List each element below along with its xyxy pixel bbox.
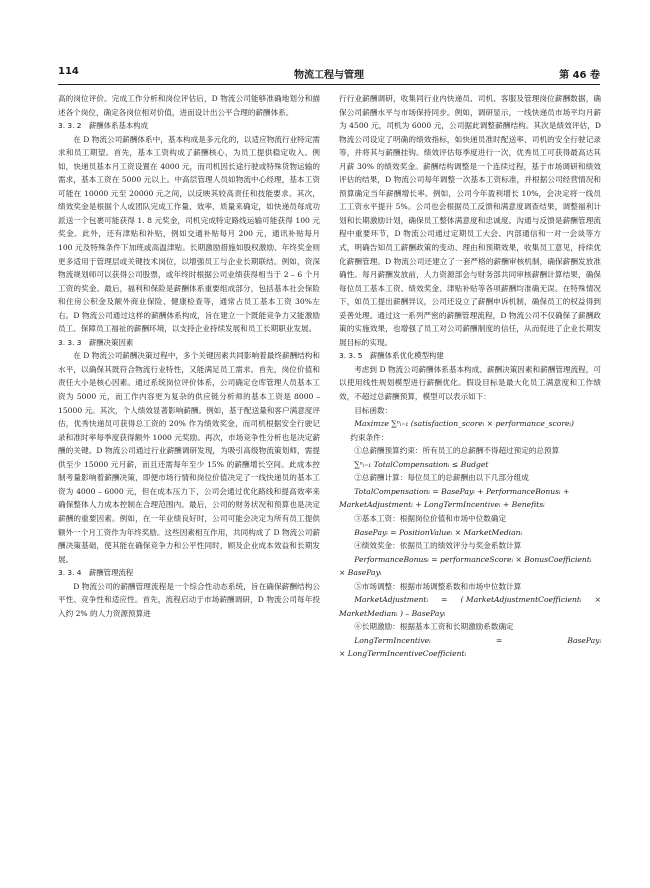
constraint-text: ④绩效奖金：依据员工的绩效评分与奖金系数计算 xyxy=(354,541,522,551)
constraint-formula: BasePayᵢ = PositionValueᵢ × MarketMedianᵢ xyxy=(354,527,523,537)
objective-label: 目标函数： xyxy=(354,405,393,415)
constraint-formula-row xyxy=(339,634,601,648)
constraint-formula: MarketMedianᵢ ) – BasePayᵢ xyxy=(339,608,446,618)
paragraph: D 物流公司的薪酬管理流程是一个综合性动态系统，旨在确保薪酬结构公平性、竞争性和适应性。首先，流程启动于市场薪酬调研，D 物流公司每年投入约 2% 的人力资源预算进 xyxy=(58,581,320,618)
formula-part: = xyxy=(441,595,448,605)
constraint-formula-row xyxy=(339,593,601,607)
constraint-text: ①总薪酬预算约束：所有员工的总薪酬不得超过预定的总预算 xyxy=(354,446,560,456)
right-column xyxy=(339,92,601,661)
constraint-text: ⑤市场调整：根据市场调整系数和市场中位数计算 xyxy=(354,581,522,591)
paragraph: 在 D 物流公司薪酬体系中，基本构成是多元化的，以适应物流行业特定需求和员工期望。首先，基本工资构成了薪酬核心，为员工提供稳定收入。例如，快递员基本月工资设置在 4000 元，而司机因长途行驶或特殊货物运输的需求，基本工资在 5000 元以上。中高层管理人员如物流中心经理，基本工资可能在 10000 元至 20000 元之间，以反映其较高责任和技能要求。其次，绩效奖金是根据个人或团队完成工作量、效率、质量来确定，如快递员每成功派送一个包裹可能获得 1. 8 元奖金，司机完成特定路线运输可能获得 100 元奖金。此外，还有津贴和补贴，例如交通补贴每月 200 元，通讯补贴每月 100 元及特殊条件下加班或高温津贴。长期激励措施如股权激励、年终奖金则更多适用于管理层或关键技术岗位，以增强员工与企业长期联结。例如，资深物流规划师可以获得公司股票，或年终时根据公司业绩获得相当于 2 – 6 个月工资的奖金。最后，福利和保险是薪酬体系重要组成部分，包括基本社会保险和住房公积金及额外商业保险、健康检查等，通常占员工基本工资 30%左右。D 物流公司通过这样的薪酬体系构成，旨在建立一个既能竞争力又能激励员工、保障员工福祉的薪酬环境，以支持企业持续发展和员工长期职业发展。 xyxy=(58,134,320,334)
objective-formula: Maximze ∑ⁿᵢ₌₁ (satisfaction_scoreᵢ × performance_scoreᵢ) xyxy=(354,419,574,429)
formula-part: MarketAdjustmentᵢ xyxy=(354,595,428,605)
formula-part: = xyxy=(495,635,503,645)
constraint-text: ③基本工资：根据岗位价值和市场中位数确定 xyxy=(354,513,507,523)
section-heading: 3. 3. 4 薪酬管理流程 xyxy=(58,568,134,578)
header-rule xyxy=(58,84,600,85)
constraint-formula: × LongTermIncentiveCoefficientᵢ xyxy=(339,649,467,659)
constraints-label: 约束条件： xyxy=(350,432,389,442)
paragraph: 在 D 物流公司薪酬决策过程中，多个关键因素共同影响着最终薪酬结构和水平，以确保其既符合物流行业特性，又能满足员工需求。首先，岗位价值和责任大小是核心因素。通过系统岗位评价体系，公司确定仓库管理人员基本工资为 5000 元，而工作内容更为复杂的供应链分析师的基本工资是 8000 – 15000 元。其次，个人绩效显著影响薪酬。例如，基于配送量和客户满意度评估，优秀快递员可获得总工资的 20% 作为绩效奖金，而司机根据安全行驶记录和准时率每季度获得额外 1000 元奖励。再次，市场竞争性分析也是决定薪酬的关键。D 物流公司通过行业薪酬调研发现，为吸引高级物流策划师，需提供至少 15000 元月薪，而且还需每年至少 15% 的薪酬增长空间。此成本控制考量影响着薪酬决策，即便市场行情和岗位价值决定了一线快递员的基本工资为 4000 – 6000 元，但在成本压力下，公司会通过优化路线和提高效率来确保整体人力成本控制在合理范围内。最后，公司的财务状况和预算也是决定薪酬的重要因素。例如，在一年业绩良好时，公司可能会决定为所有员工提供额外一个月工资作为年终奖励。这些因素相互作用，共同构成了 D 物流公司薪酬决策基础，使其能在确保竞争力和公平性同时，顾及企业成本效益和长期发展。 xyxy=(58,351,320,564)
paragraph: 考虑到 D 物流公司薪酬体系基本构成、薪酬决策因素和薪酬管理流程，可以使用线性规划模型进行薪酬优化。假设目标是最大化员工满意度和工作绩效，不超过总薪酬预算，模型可以表示如下： xyxy=(339,364,601,402)
section-heading: 3. 3. 5 薪酬体系优化模型构建 xyxy=(339,351,444,361)
journal-title: 物流工程与管理 xyxy=(294,70,364,81)
constraint-formula: MarketAdjustmentᵢ + LongTermIncentiveᵢ + Benefitsᵢ xyxy=(339,500,545,510)
constraint-formula: ∑ⁿᵢ₌₁ TotalCompensationᵢ ≤ Budget xyxy=(354,459,489,469)
constraint-text: ②总薪酬计算：每位员工的总薪酬由以下几部分组成 xyxy=(354,473,529,483)
page-number: 114 xyxy=(58,66,79,77)
left-column xyxy=(58,92,320,620)
constraint-text: ⑥长期激励：根据基本工资和长期激励系数确定 xyxy=(354,622,514,632)
section-heading: 3. 3. 2 薪酬体系基本构成 xyxy=(58,121,149,131)
volume-label: 第 46 卷 xyxy=(559,70,600,81)
formula-part: ( MarketAdjustmentCoefficientᵢ xyxy=(460,595,582,605)
page-header xyxy=(58,66,600,82)
formula-part: LongTermIncentiveᵢ xyxy=(354,635,431,645)
section-heading: 3. 3. 3 薪酬决策因素 xyxy=(58,337,134,347)
formula-part: × xyxy=(594,595,601,605)
formula-part: BasePayᵢ xyxy=(567,635,601,645)
constraint-formula: × BasePayᵢ xyxy=(339,568,382,578)
paragraph: 行行业薪酬调研，收集同行业内快递员、司机、客服及管理岗位薪酬数据，确保公司薪酬水平与市场保持同步。例如，调研显示，一线快递员市场平均月薪为 4500 元，司机为 6000 元，公司据此调整薪酬结构。其次是绩效评估，D 物流公司设定了明确的绩效指标，如快递员准时配送率、司机的安全行驶记录等，并将其与薪酬挂钩。绩效评估每季度进行一次，优秀员工可获得最高达其月薪 30% 的绩效奖金。薪酬结构调整是一个连续过程，基于市场调研和绩效评估的结果，D 物流公司每年调整一次基本工资标准，并根据公司经营情况和预算确定当年薪酬增长率。例如，公司今年盈利增长 10%，会决定将一线员工工资水平提升 5%。公司也会根据员工反馈和满意度调查结果，调整福利计划和长期激励计划，确保员工整体满意度和忠诚度。沟通与反馈是薪酬管理流程中重要环节，D 物流公司通过定期员工大会、内部通信和一对一会谈等方式，明确告知员工薪酬政策的变动、理由和预期效果，收集员工意见，持续优化薪酬管理。D 物流公司还建立了一套严格的薪酬审核机制，确保薪酬发放准确性。每月薪酬发放前，人力资源部会与财务部共同审核薪酬计算结果，确保每位员工基本工资、绩效奖金、津贴补贴等各项薪酬均准确无误。在特殊情况下，如员工提出薪酬异议，公司还设立了薪酬申诉机制，确保员工的权益得到妥善处理。通过这一系列严密的薪酬管理流程，D 物流公司不仅确保了薪酬政策的实施效果，也增强了员工对公司薪酬制度的信任，从而促进了企业长期发展目标的实现。 xyxy=(339,94,601,347)
paragraph: 高的岗位评价。完成工作分析和岗位评估后，D 物流公司能够准确地划分和描述各个岗位，确定各岗位相对价值，进而设计出公平合理的薪酬体系。 xyxy=(58,94,320,117)
constraint-formula: PerformanceBonusᵢ = performanceScoreᵢ × BonusCoefficientᵢ xyxy=(354,554,592,564)
constraint-formula: TotalCompensationᵢ = BasePayᵢ + PerformanceBonusᵢ + xyxy=(354,486,570,496)
